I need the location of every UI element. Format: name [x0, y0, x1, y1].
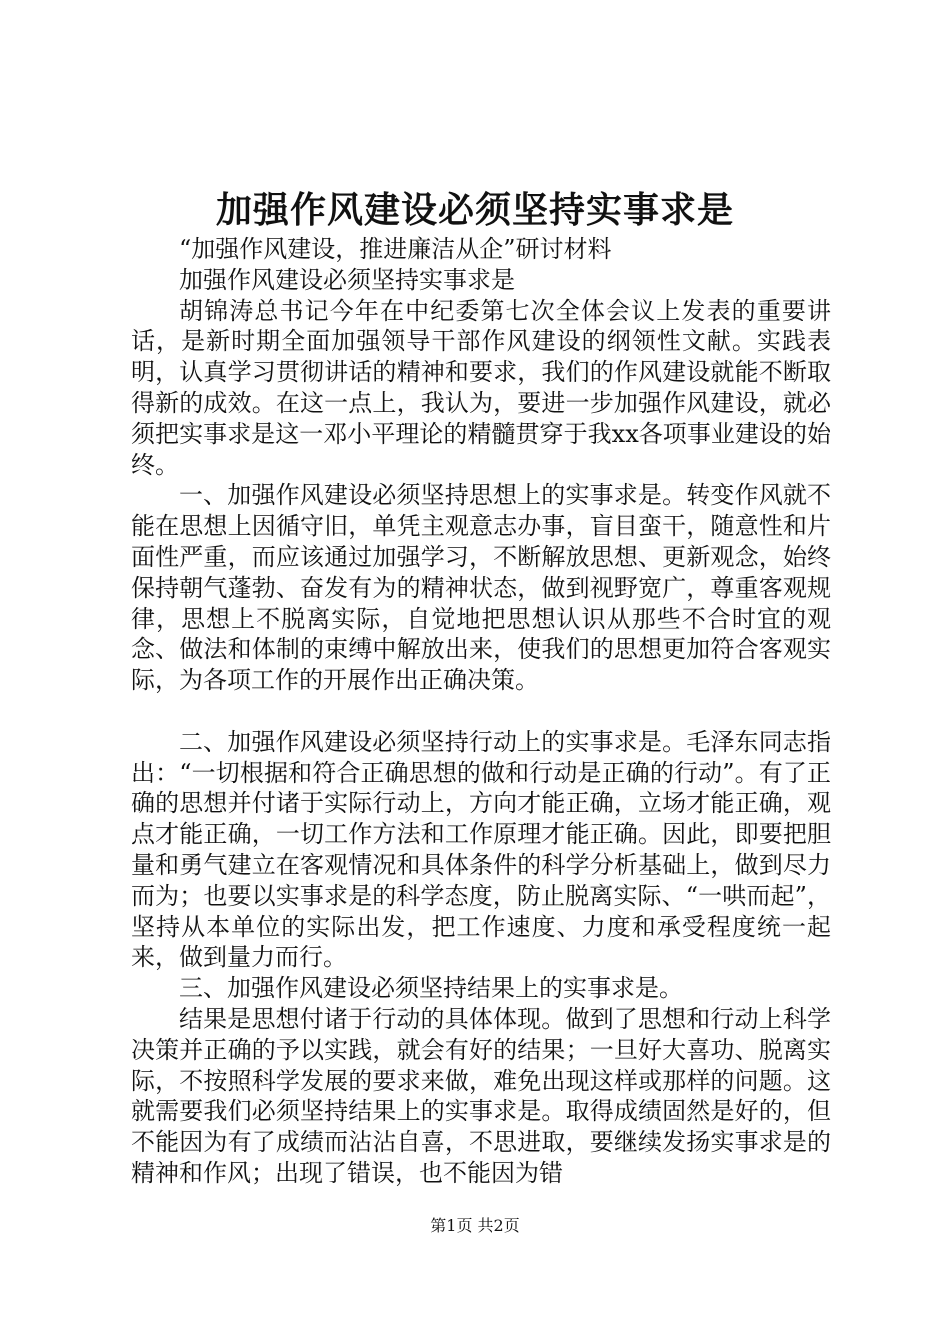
paragraph-heading: 加强作风建设必须坚持实事求是	[179, 265, 515, 294]
page-number-footer: 第1页 共2页	[430, 1216, 520, 1235]
paragraph-point-one: 一、加强作风建设必须坚持思想上的实事求是。转变作风就不能在思想上因循守旧，单凭主观意志办事，盲目蛮干，随意性和片面性严重，而应该通过加强学习，不断解放思想、更新观念，始终保持朝气蓬勃、奋发有为的精神状态，做到视野宽广，尊重客观规律，思想上不脱离实际，自觉地把思想认识从那些不合时宜的观念、做法和体制的束缚中解放出来，使我们的思想更加符合客观实际，为各项工作的开展作出正确决策。	[131, 481, 831, 695]
paragraph-point-three: 三、加强作风建设必须坚持结果上的实事求是。	[179, 974, 683, 1003]
document-title: 加强作风建设必须坚持实事求是	[215, 189, 734, 231]
paragraph-point-two: 二、加强作风建设必须坚持行动上的实事求是。毛泽东同志指出：“一切根据和符合正确思想的做和行动是正确的行动”。有了正确的思想并付诸于实际行动上，方向才能正确，立场才能正确，观点才能正确，一切工作方法和工作原理才能正确。因此，即要把胆量和勇气建立在客观情况和具体条件的科学分析基础上，做到尽力而为；也要以实事求是的科学态度，防止脱离实际、“一哄而起”，坚持从本单位的实际出发，把工作速度、力度和承受程度统一起来，做到量力而行。	[131, 727, 831, 972]
paragraph-intro: 胡锦涛总书记今年在中纪委第七次全体会议上发表的重要讲话，是新时期全面加强领导干部作风建设的纲领性文献。实践表明，认真学习贯彻讲话的精神和要求，我们的作风建设就能不断取得新的成效。在这一点上，我认为，要进一步加强作风建设，就必须把实事求是这一邓小平理论的精髓贯穿于我xx各项事业建设的始终。	[131, 296, 831, 479]
paragraph-results: 结果是思想付诸于行动的具体体现。做到了思想和行动上科学决策并正确的予以实践，就会有好的结果；一旦好大喜功、脱离实际，不按照科学发展的要求来做，难免出现这样或那样的问题。这就需要我们必须坚持结果上的实事求是。取得成绩固然是好的，但不能因为有了成绩而沾沾自喜，不思进取，要继续发扬实事求是的精神和作风；出现了错误，也不能因为错	[131, 1004, 831, 1187]
document-body	[131, 234, 831, 1189]
paragraph-subtitle: “加强作风建设，推进廉洁从企”研讨材料	[179, 235, 612, 263]
